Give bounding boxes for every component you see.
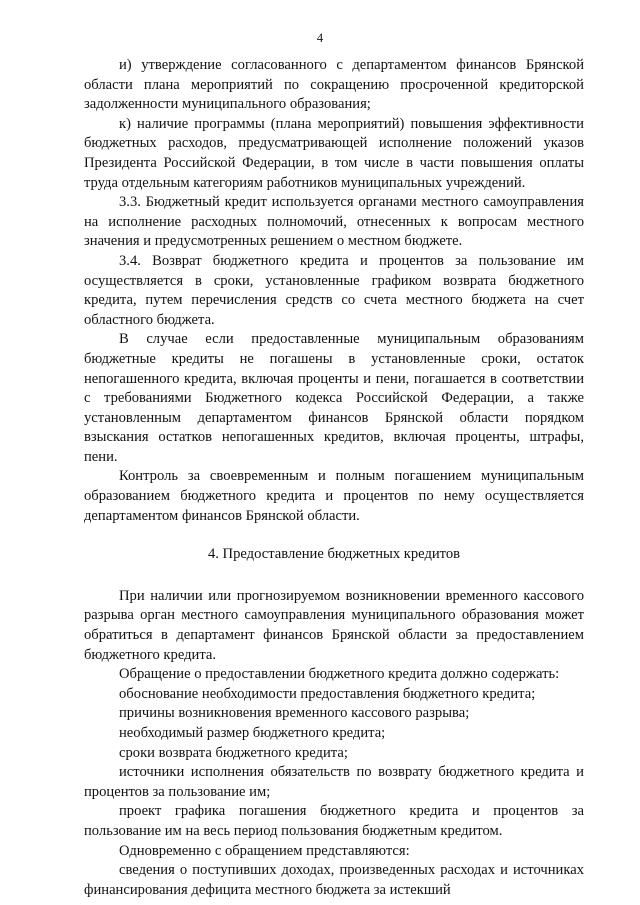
paragraph-3-4: 3.4. Возврат бюджетного кредита и процентов за пользование им осуществляется в сроки, установленные графиком возврата бюджетного кредита, путем перечисления средств со счета местного бюджета на счет областного бюджета.	[84, 252, 584, 328]
request-item: причины возникновения временного кассового разрыва;	[119, 705, 470, 722]
paragraph-unpaid-credits: В случае если предоставленные муниципальным образованиям бюджетные кредиты не погашены в установленные сроки, остаток непогашенного кредита, включая проценты и пени, погашается в соответствии с требованиями Бюджетного кодекса Российской Федерации, а также установленным департаментом финансов Брянской области порядком взыскания остатков непогашенных кредитов, включая проценты, штрафы, пени.	[84, 331, 584, 465]
document-body	[84, 56, 584, 900]
request-item: проект графика погашения бюджетного кредита и процентов за пользование им на весь период пользования бюджетным кредитом.	[84, 803, 584, 839]
paragraph-item-i: и) утверждение согласованного с департаментом финансов Брянской области плана мероприятий по сокращению просроченной кредиторской задолженности муниципального образования;	[84, 57, 584, 113]
paragraph-3-3: 3.3. Бюджетный кредит используется органами местного самоуправления на исполнение расходных полномочий, отнесенных к вопросам местного значения и предусмотренных решением о местном бюджете.	[84, 194, 584, 250]
request-item: обоснование необходимости предоставления бюджетного кредита;	[119, 685, 536, 702]
paragraph-request-intro: Обращение о предоставлении бюджетного кредита должно содержать:	[119, 666, 560, 683]
request-item: необходимый размер бюджетного кредита;	[119, 725, 386, 741]
page-number: 4	[316, 31, 324, 45]
paragraph-item-k: к) наличие программы (плана мероприятий) повышения эффективности бюджетных расходов, предусматривающей исполнение положений указов Президента Российской Федерации, в том числе в части повышения оплаты труда отдельным категориям работников муниципальных учреждений.	[84, 115, 584, 191]
request-item: сроки возврата бюджетного кредита;	[119, 744, 348, 761]
paragraph-simultaneous-intro: Одновременно с обращением представляются:	[119, 842, 410, 859]
section-heading: 4. Предоставление бюджетных кредитов	[207, 546, 461, 563]
paragraph-control: Контроль за своевременным и полным погашением муниципальным образованием бюджетного кредита и процентов по нему осуществляется департаментом финансов Брянской области.	[84, 468, 584, 524]
request-item: источники исполнения обязательств по возврату бюджетного кредита и процентов за пользование им;	[84, 764, 584, 800]
submitted-item: сведения о поступивших доходах, произведенных расходах и источниках финансирования дефицита местного бюджета за истекший	[84, 862, 584, 898]
paragraph-cash-gap: При наличии или прогнозируемом возникновении временного кассового разрыва орган местного самоуправления муниципального образования может обратиться в департамент финансов Брянской области за предоставлением бюджетного кредита.	[84, 587, 584, 663]
